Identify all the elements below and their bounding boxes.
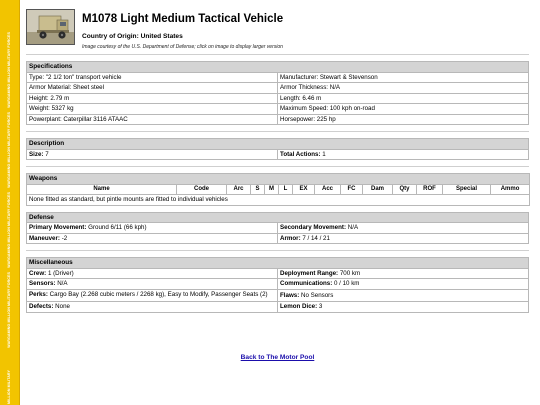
main-content bbox=[26, 6, 529, 361]
sidebar-tab-2[interactable]: WARGAMING MILLION MILITARY FORCES bbox=[6, 112, 11, 188]
miscellaneous-table bbox=[26, 257, 529, 313]
weapons-header-row bbox=[27, 184, 530, 195]
sidebar-tab-4[interactable]: WARGAMING MILLION MILITARY FORCES bbox=[6, 272, 11, 348]
column-header: FC bbox=[341, 184, 363, 195]
column-header: Code bbox=[177, 184, 227, 195]
table-row: Sensors: N/A Communications: 0 / 10 km bbox=[27, 279, 529, 290]
sidebar-tab-5[interactable]: MILLION MILITARY bbox=[6, 370, 11, 404]
image-credit: Image courtesy of the U.S. Department of Defense; click on image to display larger version bbox=[82, 44, 283, 50]
column-header: L bbox=[279, 184, 293, 195]
weapons-note: None fitted as standard, but pintle mounts are fitted to individual vehicles bbox=[27, 195, 530, 206]
table-row: Armor Material: Sheet steel Armor Thickness: N/A bbox=[27, 83, 529, 94]
back-to-motor-pool-link[interactable]: Back to The Motor Pool bbox=[240, 354, 315, 361]
column-header: ROF bbox=[417, 184, 443, 195]
section-title-weapons: Weapons bbox=[27, 174, 530, 185]
column-header: EX bbox=[293, 184, 315, 195]
section-title-description: Description bbox=[27, 139, 529, 150]
section-title-miscellaneous: Miscellaneous bbox=[27, 258, 529, 269]
table-row: Powerplant: Caterpillar 3116 ATAAC Horsepower: 225 hp bbox=[27, 114, 529, 125]
page-title: M1078 Light Medium Tactical Vehicle bbox=[82, 13, 284, 25]
table-row: Perks: Cargo Bay (2.268 cubic meters / 2268 kg), Easy to Modify, Passenger Seats (2) Flaws: No Sensors bbox=[27, 289, 529, 302]
column-header: S bbox=[251, 184, 265, 195]
section-title-defense: Defense bbox=[27, 212, 529, 223]
description-table bbox=[26, 138, 529, 160]
table-row: Weight: 5327 kg Maximum Speed: 100 kph on-road bbox=[27, 104, 529, 115]
table-row: Crew: 1 (Driver) Deployment Range: 700 km bbox=[27, 268, 529, 279]
vehicle-photo[interactable] bbox=[26, 9, 75, 45]
divider bbox=[26, 54, 529, 55]
vehicle-header bbox=[26, 6, 529, 54]
column-header: Dam bbox=[363, 184, 393, 195]
column-header: Special bbox=[443, 184, 491, 195]
divider bbox=[26, 250, 529, 251]
specifications-table bbox=[26, 61, 529, 125]
table-row: Height: 2.79 m Length: 6.46 m bbox=[27, 93, 529, 104]
table-row: Primary Movement: Ground 6/11 (66 kph) Secondary Movement: N/A bbox=[27, 223, 529, 234]
table-row bbox=[27, 195, 530, 206]
weapons-table bbox=[26, 173, 530, 206]
table-row: Size: 7 Total Actions: 1 bbox=[27, 149, 529, 160]
sidebar-tab-3[interactable]: WARGAMING MILLION MILITARY FORCES bbox=[6, 192, 11, 268]
column-header: Arc bbox=[227, 184, 251, 195]
divider bbox=[26, 131, 529, 132]
truck-image bbox=[27, 10, 74, 44]
back-link-container bbox=[26, 354, 529, 361]
column-header: Name bbox=[27, 184, 177, 195]
column-header: Acc bbox=[315, 184, 341, 195]
table-row: Type: "2 1/2 ton" transport vehicle Manufacturer: Stewart & Stevenson bbox=[27, 72, 529, 83]
column-header: Ammo bbox=[491, 184, 530, 195]
table-row: Defects: None Lemon Dice: 3 bbox=[27, 302, 529, 313]
sidebar bbox=[0, 0, 20, 405]
sidebar-tab-1[interactable]: WARGAMING MILLION MILITARY FORCES bbox=[6, 32, 11, 108]
country-of-origin: Country of Origin: United States bbox=[82, 33, 183, 40]
column-header: Qty bbox=[393, 184, 417, 195]
column-header: M bbox=[265, 184, 279, 195]
defense-table bbox=[26, 212, 529, 245]
table-row: Maneuver: -2 Armor: 7 / 14 / 21 bbox=[27, 233, 529, 244]
divider bbox=[26, 166, 529, 167]
section-title-specifications: Specifications bbox=[27, 62, 529, 73]
